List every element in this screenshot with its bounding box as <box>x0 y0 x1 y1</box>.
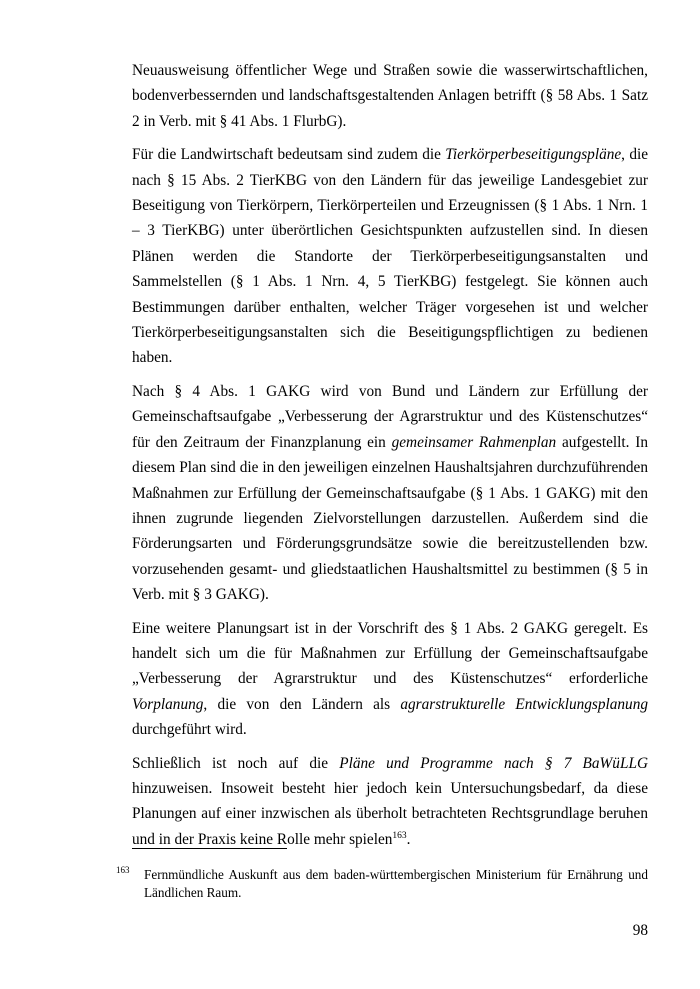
paragraph-2 <box>132 142 648 371</box>
italic-term: Pläne und Programme nach § 7 BaWüLLG <box>339 754 649 772</box>
paragraph-4 <box>132 616 648 743</box>
text-run: Neuausweisung öffentlicher Wege und Straßen sowie die wasserwirtschaftlichen, bodenverbessernden und landschaftsgestaltenden Anlagen betrifft (§ 58 Abs. 1 Satz 2 in Verb. mit § 41 Abs. 1 FlurbG). <box>132 62 648 130</box>
text-run: Schließlich ist noch auf die <box>132 754 340 772</box>
italic-term: agrarstrukturelle Entwicklungsplanung <box>400 695 648 713</box>
page-number: 98 <box>632 922 648 939</box>
text-run: , die von den Ländern als <box>203 695 401 713</box>
paragraph-1 <box>132 58 648 134</box>
text-run: Eine weitere Planungsart ist in der Vorschrift des § 1 Abs. 2 GAKG geregelt. Es handelt sich um die für Maßnahmen zur Erfüllung der Gemeinschaftsaufgabe „Verbesserung der Agrarstruktur und des Küstenschutzes“ erforderliche <box>132 619 648 688</box>
text-run: hinzuweisen. Insoweit besteht hier jedoch kein Untersuchungsbedarf, da diese Planungen auf einer inzwischen als überholt betrachteten Rechtsgrundlage beruhen und in der Praxis keine Rolle mehr spielen <box>132 779 648 848</box>
body-text <box>132 58 648 860</box>
paragraph-3 <box>132 379 648 608</box>
text-run: Für die Landwirtschaft bedeutsam sind zudem die <box>132 146 446 164</box>
footnote <box>116 866 648 901</box>
text-run: durchgeführt wird. <box>132 721 247 739</box>
italic-term: Tierkörperbeseitigungspläne <box>445 146 622 164</box>
paragraph-5 <box>132 751 648 853</box>
text-run: aufgestellt. In diesem Plan sind die in den jeweiligen einzelnen Haushaltsjahren durchzuführenden Maßnahmen zur Erfüllung der Gemeinschaftsaufgabe (§ 1 Abs. 1 GAKG) mit den ihnen zugrunde liegenden Zielvorstellungen darzustellen. Außerdem sind die Förderungsarten und Förderungsgrundsätze sowie die bereitzustellenden bzw. vorzusehenden gesamt- und gliedstaatlichen Haushaltsmittel zu bestimmen (§ 5 in Verb. mit § 3 GAKG). <box>132 433 648 604</box>
footnote-reference: 163 <box>392 830 407 841</box>
text-run: Nach § 4 Abs. 1 GAKG wird von Bund und Ländern zur Erfüllung der Gemeinschaftsaufgabe „Verbesserung der Agrarstruktur und des Küstenschutzes“ für den Zeitraum der Finanzplanung ein <box>132 382 648 451</box>
footnote-number: 163 <box>116 865 130 875</box>
text-run: . <box>406 830 411 848</box>
text-run: , die nach § 15 Abs. 2 TierKBG von den Ländern für das jeweilige Landesgebiet zur Beseitigung von Tierkörpern, Tierkörperteilen und Erzeugnissen (§ 1 Abs. 1 Nrn. 1 – 3 TierKBG) unter überörtlichen Gesichtspunkten aufzustellen sind. In diesen Plänen werden die Standorte der Tierkörperbeseitigungsanstalten und Sammelstellen (§ 1 Abs. 1 Nrn. 4, 5 TierKBG) festgelegt. Sie können auch Bestimmungen darüber enthalten, welcher Träger vorgesehen ist und welcher Tierkörperbeseitigungsanstalten sich die Beseitigungspflichtigen zu bedienen haben. <box>132 146 649 367</box>
italic-term: Vorplanung <box>132 695 204 713</box>
footnote-separator <box>132 848 287 849</box>
italic-term: gemeinsamer Rahmenplan <box>391 433 557 451</box>
footnote-text: Fernmündliche Auskunft aus dem baden-württembergischen Ministerium für Ernährung und Ländlichen Raum. <box>144 867 648 900</box>
